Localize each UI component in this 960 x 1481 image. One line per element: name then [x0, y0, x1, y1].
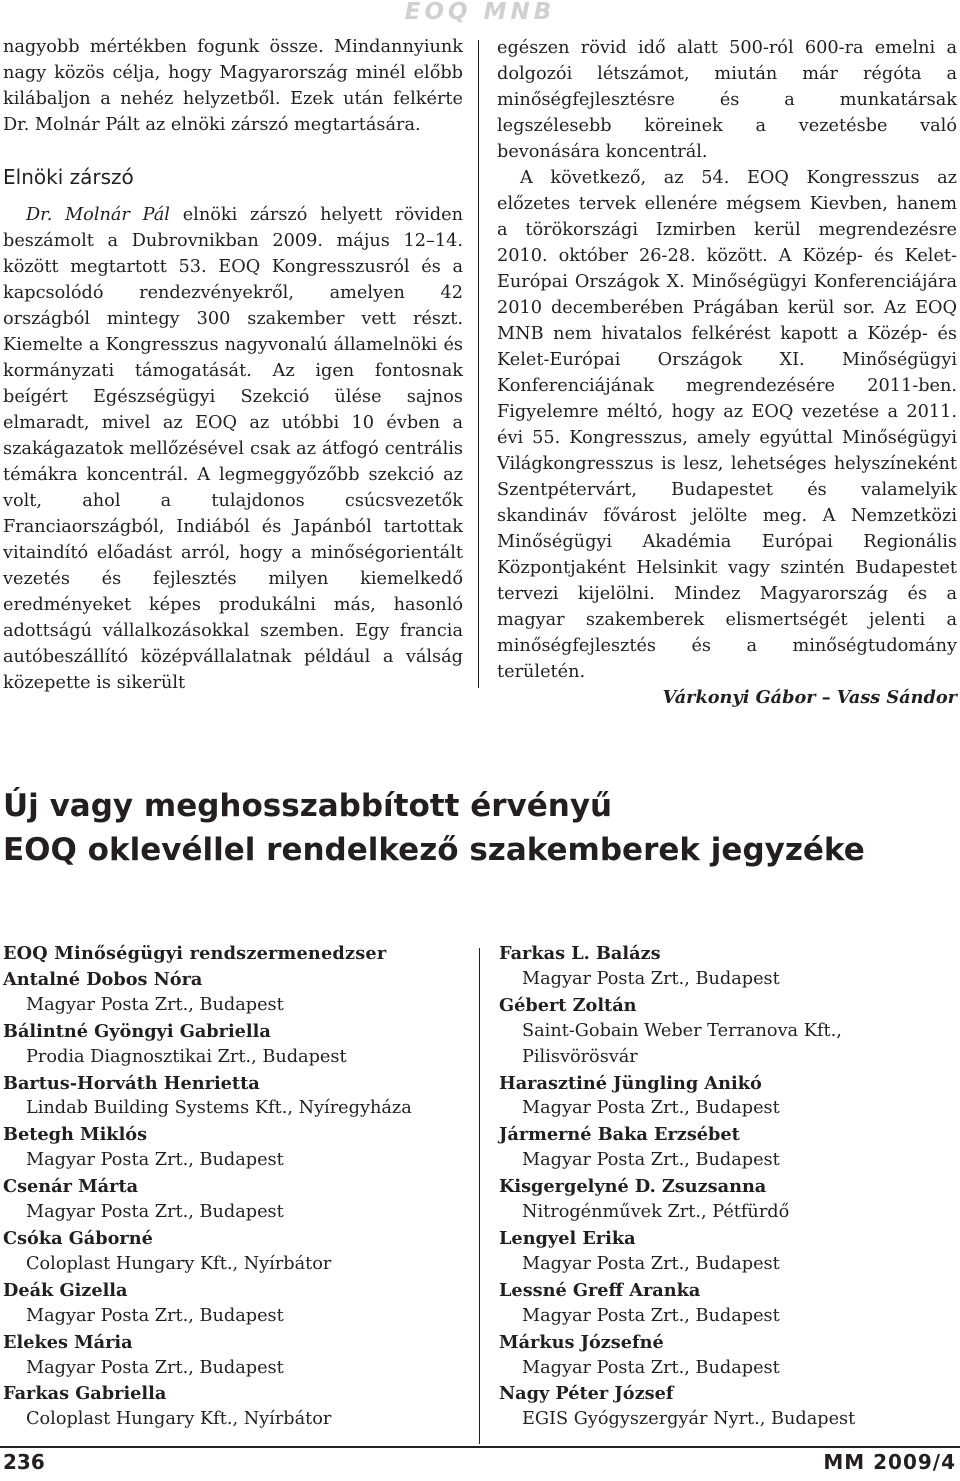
issue-label: MM 2009/4 — [823, 1450, 956, 1474]
person-name: Lengyel Erika — [499, 1227, 636, 1249]
list-column-divider — [479, 948, 480, 1444]
company-name: Magyar Posta Zrt., Budapest — [26, 1357, 284, 1378]
list-item — [499, 1071, 959, 1123]
company-name: Saint-Gobain Weber Terranova Kft., — [522, 1020, 842, 1041]
list-item — [3, 1122, 463, 1174]
person-name: Márkus Józsefné — [499, 1331, 664, 1353]
company-name: Coloplast Hungary Kft., Nyírbátor — [26, 1253, 332, 1274]
closing-speech-paragraph — [3, 202, 463, 696]
column-divider — [478, 40, 479, 688]
list-item — [499, 1381, 959, 1433]
certified-list-right — [499, 941, 959, 1433]
list-item — [499, 1226, 959, 1278]
list-item — [499, 1122, 959, 1174]
person-name: Elekes Mária — [3, 1331, 133, 1353]
person-name: Kisgergelyné D. Zsuzsanna — [499, 1176, 767, 1198]
list-item — [3, 1330, 463, 1382]
company-name: Prodia Diagnosztikai Zrt., Budapest — [26, 1046, 347, 1067]
person-name: Jármerné Baka Erzsébet — [499, 1124, 740, 1146]
congress-paragraph: A következő, az 54. EOQ Kongresszus az előzetes tervek ellenére mégsem Kievben, hanem a törökországi Izmirben kerül megrendezésre 2010. október 26-28. között. A Közép- és Kelet-Európai Országok X. Minőségügyi Konferenciájára 2010 decemberében Prágában kerül sor. Az EOQ MNB nem hivatalos felkérést kapott a Közép- és Kelet-Európai Országok XI. Minőségügyi Konferenciájának megrendezésére 2011-ben. Figyelemre méltó, hogy az EOQ vezetése a 2011. évi 55. Kongresszus, amely egyúttal Minőségügyi Világkongresszus is lesz, lehetséges helyszíneként Szentpétervárt, Budapestet és valamelyik skandináv fővárost jelölte meg. A Nemzetközi Minőségügyi Akadémia Európai Regionális Központjaként Helsinkit vagy szintén Budapestet tervezi kijelölni. Mindez Magyarország és a magyar szakemberek elismertségét jelenti a minőségfejlesztés és a minőségtudomány területén. — [497, 168, 957, 682]
company-name: Magyar Posta Zrt., Budapest — [522, 968, 780, 989]
person-name: Deák Gizella — [3, 1279, 128, 1301]
running-header: EOQ MNB — [404, 0, 556, 25]
closing-speech-text: elnöki zárszó helyett röviden beszámolt a Dubrovnikban 2009. május 12–14. között megtartott 53. EOQ Kongresszusról és a kapcsolódó rendezvényekről, amelyen 42 országból mintegy 300 szakember vett részt. Kiemelte a Kongresszus nagyvonalú államelnöki és kormányzati támogatását. Az igen fontosnak beígért Egészségügyi Szekció ülése sajnos elmaradt, mivel az EOQ az utóbbi 10 évben a szakágazatok mellőzésével csak az átfogó centrális témákra koncentrál. A legmeggyőzőbb szekció az volt, ahol a tulajdonos csúcsvezetők Franciaországból, Indiából és Japánból tartottak vitaindító előadást arról, hogy a minőségorientált vezetés és fejlesztés milyen kiemelkedő eredményeket képes produkálni más, hasonló adottságú vállalkozásokkal szemben. Egy francia autóbeszállító középvállalatnak például a válság közepette is sikerült — [3, 205, 463, 693]
list-item — [499, 993, 959, 1071]
list-item — [3, 1381, 463, 1433]
person-name: Csenár Márta — [3, 1176, 139, 1198]
company-name: Coloplast Hungary Kft., Nyírbátor — [26, 1409, 332, 1430]
person-name: Lessné Greff Aranka — [499, 1279, 701, 1301]
company-name: Magyar Posta Zrt., Budapest — [522, 1253, 780, 1274]
list-item — [3, 1226, 463, 1278]
list-title-line-1: Új vagy meghosszabbított érvényű — [3, 788, 613, 824]
person-name: Farkas Gabriella — [3, 1383, 167, 1405]
person-name: Bartus-Horváth Henrietta — [3, 1072, 260, 1094]
speaker-name: Dr. Molnár Pál — [26, 205, 170, 225]
certification-category: EOQ Minőségügyi rendszermenedzser — [3, 943, 387, 964]
company-name: Magyar Posta Zrt., Budapest — [26, 1305, 284, 1326]
author-signature: Várkonyi Gábor – Vass Sándor — [662, 687, 957, 708]
list-item — [3, 1174, 463, 1226]
list-item — [3, 1071, 463, 1123]
list-item — [499, 941, 959, 993]
company-name: Nitrogénművek Zrt., Pétfürdő — [522, 1202, 790, 1223]
person-name: Bálintné Gyöngyi Gabriella — [3, 1020, 271, 1042]
company-name: Magyar Posta Zrt., Budapest — [522, 1357, 780, 1378]
company-name: Magyar Posta Zrt., Budapest — [522, 1150, 780, 1171]
section-heading: Elnöki zárszó — [3, 165, 134, 189]
company-name: Magyar Posta Zrt., Budapest — [26, 994, 284, 1015]
page-number: 236 — [3, 1450, 45, 1474]
list-item — [3, 1019, 463, 1071]
list-title — [3, 784, 903, 872]
company-location: Pilisvörösvár — [522, 1046, 638, 1067]
person-name: Farkas L. Balázs — [499, 943, 661, 964]
list-item — [3, 1278, 463, 1330]
company-name: Magyar Posta Zrt., Budapest — [522, 1098, 780, 1119]
list-title-line-2: EOQ oklevéllel rendelkező szakemberek jegyzéke — [3, 832, 865, 868]
list-item — [499, 1330, 959, 1382]
company-name: Magyar Posta Zrt., Budapest — [26, 1150, 284, 1171]
company-name: Magyar Posta Zrt., Budapest — [522, 1305, 780, 1326]
company-name: EGIS Gyógyszergyár Nyrt., Budapest — [522, 1409, 856, 1430]
company-name: Lindab Building Systems Kft., Nyíregyháza — [26, 1098, 412, 1119]
person-name: Betegh Miklós — [3, 1124, 148, 1146]
list-item — [3, 967, 463, 1019]
company-name: Magyar Posta Zrt., Budapest — [26, 1202, 284, 1223]
list-item — [499, 1278, 959, 1330]
intro-paragraph: nagyobb mértékben fogunk össze. Mindannyiunk nagy közös célja, hogy Magyarország minél előbb kilábaljon a nehéz helyzetből. Ezek után felkérte Dr. Molnár Pált az elnöki zárszó megtartására. — [3, 37, 463, 135]
person-name: Antalné Dobos Nóra — [3, 968, 203, 990]
article-column-left — [3, 34, 463, 696]
person-name: Nagy Péter József — [499, 1383, 674, 1405]
footer-rule — [0, 1446, 960, 1448]
certified-list-left — [3, 941, 463, 1433]
continued-paragraph: egészen rövid idő alatt 500-ról 600-ra emelni a dolgozói létszámot, miután már régóta a minőségfejlesztésre és a munkatársak legszélesebb köreinek a vezetésbe való bevonására koncentrál. — [497, 38, 957, 162]
person-name: Harasztiné Jüngling Anikó — [499, 1072, 762, 1094]
list-item — [499, 1174, 959, 1226]
article-column-right — [497, 35, 957, 711]
person-name: Gébert Zoltán — [499, 994, 637, 1016]
person-name: Csóka Gáborné — [3, 1227, 153, 1249]
